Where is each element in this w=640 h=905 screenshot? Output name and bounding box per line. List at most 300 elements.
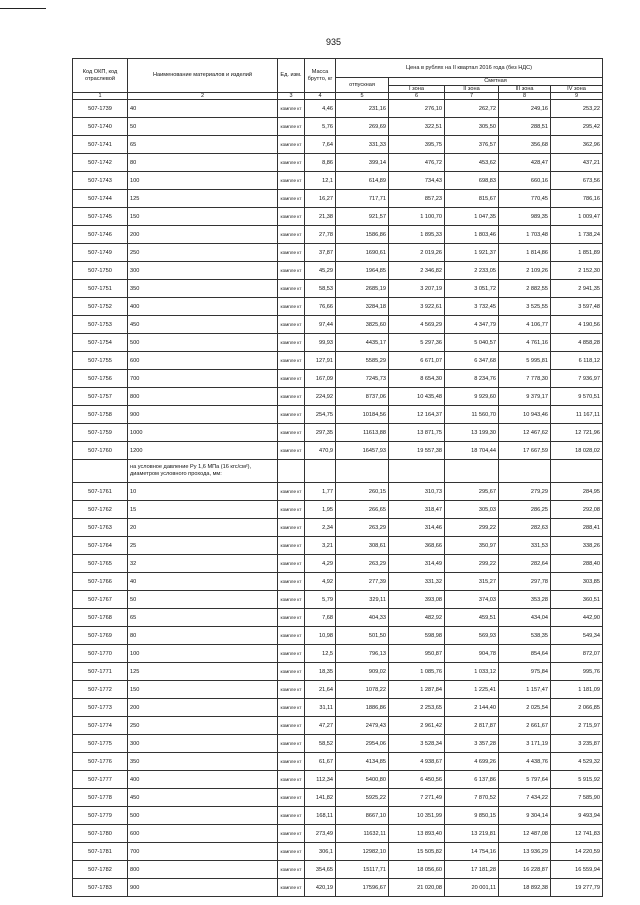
row-zone-3-price: 2 025,54: [499, 699, 551, 717]
row-unit: компле кт: [278, 555, 305, 573]
row-zone-2-price: 2 233,05: [445, 262, 499, 280]
header-unit: Ед. изм.: [278, 59, 305, 93]
row-zone-2-price: 815,67: [445, 190, 499, 208]
header-name: Наименование материалов и изделий: [128, 59, 278, 93]
row-mass: 21,38: [305, 208, 336, 226]
row-zone-3-price: 10 943,46: [499, 406, 551, 424]
row-zone-2-price: 453,62: [445, 154, 499, 172]
row-zone-1-price: 476,72: [389, 154, 445, 172]
row-zone-3-price: 331,53: [499, 537, 551, 555]
row-zone-4-price: 12 741,83: [551, 825, 603, 843]
table-row: [73, 226, 603, 244]
row-zone-1-price: 1 100,70: [389, 208, 445, 226]
row-code: 507-1764: [73, 537, 128, 555]
row-zone-3-price: 854,64: [499, 645, 551, 663]
table-row: [73, 807, 603, 825]
row-zone-1-price: 314,46: [389, 519, 445, 537]
row-zone-2-price: 299,22: [445, 555, 499, 573]
row-zone-4-price: 295,42: [551, 118, 603, 136]
table-row: [73, 501, 603, 519]
row-zone-1-price: 21 020,08: [389, 879, 445, 897]
row-zone-3-price: 1 814,86: [499, 244, 551, 262]
row-code: 507-1751: [73, 280, 128, 298]
col-number: 8: [499, 93, 551, 100]
row-mass: 3,21: [305, 537, 336, 555]
row-zone-1-price: 19 557,38: [389, 442, 445, 460]
row-zone-4-price: 284,95: [551, 483, 603, 501]
row-code: 507-1781: [73, 843, 128, 861]
row-release-price: 2479,43: [336, 717, 389, 735]
row-mass: 167,09: [305, 370, 336, 388]
row-zone-4-price: 786,16: [551, 190, 603, 208]
col-number: 1: [73, 93, 128, 100]
row-code: 507-1757: [73, 388, 128, 406]
row-zone-2-price: 376,57: [445, 136, 499, 154]
row-release-price: 7245,73: [336, 370, 389, 388]
row-zone-4-price: 288,41: [551, 519, 603, 537]
row-name: 100: [128, 645, 278, 663]
row-mass: 21,64: [305, 681, 336, 699]
row-name: 350: [128, 280, 278, 298]
row-zone-3-price: 989,35: [499, 208, 551, 226]
row-name: 10: [128, 483, 278, 501]
row-mass: 4,46: [305, 100, 336, 118]
row-release-price: 1964,85: [336, 262, 389, 280]
row-mass: 354,65: [305, 861, 336, 879]
row-release-price: 1690,61: [336, 244, 389, 262]
table-row: [73, 442, 603, 460]
row-release-price: 3284,18: [336, 298, 389, 316]
row-zone-4-price: 3 235,87: [551, 735, 603, 753]
table-row: [73, 316, 603, 334]
row-code: 507-1774: [73, 717, 128, 735]
row-zone-3-price: 5 995,81: [499, 352, 551, 370]
row-zone-1-price: 15 505,82: [389, 843, 445, 861]
row-mass: 12,1: [305, 172, 336, 190]
row-name: 50: [128, 591, 278, 609]
row-code: 507-1772: [73, 681, 128, 699]
row-unit: компле кт: [278, 406, 305, 424]
row-zone-3-price: 353,28: [499, 591, 551, 609]
row-name: 450: [128, 316, 278, 334]
row-name: 80: [128, 154, 278, 172]
table-row: [73, 388, 603, 406]
row-zone-3-price: 4 761,16: [499, 334, 551, 352]
row-release-price: 2954,06: [336, 735, 389, 753]
row-zone-2-price: 14 754,16: [445, 843, 499, 861]
table-row: [73, 334, 603, 352]
row-zone-2-price: 6 137,86: [445, 771, 499, 789]
row-mass: 37,87: [305, 244, 336, 262]
row-release-price: 614,89: [336, 172, 389, 190]
row-release-price: 231,16: [336, 100, 389, 118]
row-name: 700: [128, 370, 278, 388]
row-code: 507-1779: [73, 807, 128, 825]
row-unit: компле кт: [278, 136, 305, 154]
row-name: 500: [128, 334, 278, 352]
row-zone-3-price: 356,68: [499, 136, 551, 154]
row-unit: компле кт: [278, 280, 305, 298]
table-row: [73, 609, 603, 627]
row-zone-3-price: 5 797,64: [499, 771, 551, 789]
row-release-price: 501,50: [336, 627, 389, 645]
header-zone-4: IV зона: [551, 85, 603, 93]
row-zone-1-price: 1 287,84: [389, 681, 445, 699]
row-unit: компле кт: [278, 609, 305, 627]
table-row: [73, 172, 603, 190]
row-zone-4-price: 437,21: [551, 154, 603, 172]
row-zone-1-price: 598,98: [389, 627, 445, 645]
header-price-group: Цена в рублях на II квартал 2016 года (без НДС): [336, 59, 603, 78]
row-release-price: 1078,22: [336, 681, 389, 699]
row-zone-4-price: 18 028,02: [551, 442, 603, 460]
row-code: 507-1745: [73, 208, 128, 226]
row-zone-1-price: 18 056,60: [389, 861, 445, 879]
row-mass: 1,95: [305, 501, 336, 519]
table-row: [73, 645, 603, 663]
row-zone-3-price: 3 171,19: [499, 735, 551, 753]
row-zone-4-price: 14 220,59: [551, 843, 603, 861]
row-zone-4-price: 288,40: [551, 555, 603, 573]
row-name: 300: [128, 262, 278, 280]
row-zone-3-price: 297,78: [499, 573, 551, 591]
row-zone-2-price: 1 225,41: [445, 681, 499, 699]
row-mass: 58,53: [305, 280, 336, 298]
row-name: 150: [128, 208, 278, 226]
row-mass: 99,93: [305, 334, 336, 352]
row-zone-4-price: 4 858,28: [551, 334, 603, 352]
row-zone-3-price: 9 379,17: [499, 388, 551, 406]
row-name: 450: [128, 789, 278, 807]
row-unit: компле кт: [278, 789, 305, 807]
table-row: [73, 861, 603, 879]
row-mass: 8,86: [305, 154, 336, 172]
row-mass: 297,35: [305, 424, 336, 442]
row-zone-3-price: 2 109,26: [499, 262, 551, 280]
table-row: [73, 879, 603, 897]
row-release-price: 796,13: [336, 645, 389, 663]
row-code: 507-1763: [73, 519, 128, 537]
row-mass: 254,75: [305, 406, 336, 424]
table-row: [73, 100, 603, 118]
header-release-price: отпускная: [336, 78, 389, 93]
row-zone-3-price: 288,51: [499, 118, 551, 136]
row-unit: компле кт: [278, 172, 305, 190]
row-mass: 31,11: [305, 699, 336, 717]
row-zone-1-price: 8 654,30: [389, 370, 445, 388]
row-zone-2-price: 315,27: [445, 573, 499, 591]
row-name: 300: [128, 735, 278, 753]
row-zone-4-price: 2 941,35: [551, 280, 603, 298]
row-zone-1-price: 3 922,61: [389, 298, 445, 316]
row-zone-1-price: 2 019,26: [389, 244, 445, 262]
row-code: 507-1770: [73, 645, 128, 663]
header-zone-1: I зона: [389, 85, 445, 93]
row-name: 40: [128, 100, 278, 118]
row-code: 507-1758: [73, 406, 128, 424]
table-row: [73, 753, 603, 771]
row-name: 900: [128, 879, 278, 897]
row-unit: компле кт: [278, 388, 305, 406]
row-name: 900: [128, 406, 278, 424]
table-row: [73, 190, 603, 208]
row-zone-1-price: 2 961,42: [389, 717, 445, 735]
row-name: 80: [128, 627, 278, 645]
row-name: 40: [128, 573, 278, 591]
price-table: [72, 58, 603, 897]
header-code: Код ОКП, код отраслевой: [73, 59, 128, 93]
row-zone-1-price: 482,92: [389, 609, 445, 627]
table-row: [73, 663, 603, 681]
section-note: на условное давление Ру 1,6 МПа (16 кгс/см²), диаметром условного прохода, мм:: [128, 460, 278, 483]
row-zone-2-price: 6 347,68: [445, 352, 499, 370]
row-mass: 97,44: [305, 316, 336, 334]
header-zone-2: II зона: [445, 85, 499, 93]
row-code: 507-1750: [73, 262, 128, 280]
row-unit: компле кт: [278, 316, 305, 334]
row-zone-3-price: 17 667,59: [499, 442, 551, 460]
row-code: 507-1739: [73, 100, 128, 118]
table-row: [73, 735, 603, 753]
row-zone-1-price: 395,75: [389, 136, 445, 154]
table-row: [73, 843, 603, 861]
col-number: 3: [278, 93, 305, 100]
row-unit: компле кт: [278, 879, 305, 897]
row-zone-4-price: 12 721,96: [551, 424, 603, 442]
row-code: 507-1775: [73, 735, 128, 753]
row-name: 500: [128, 807, 278, 825]
row-name: 50: [128, 118, 278, 136]
row-code: 507-1752: [73, 298, 128, 316]
row-zone-2-price: 13 219,81: [445, 825, 499, 843]
row-name: 800: [128, 861, 278, 879]
row-zone-1-price: 393,08: [389, 591, 445, 609]
row-zone-1-price: 6 450,56: [389, 771, 445, 789]
row-zone-1-price: 3 528,34: [389, 735, 445, 753]
row-zone-1-price: 1 895,33: [389, 226, 445, 244]
row-code: 507-1783: [73, 879, 128, 897]
row-name: 25: [128, 537, 278, 555]
row-mass: 4,29: [305, 555, 336, 573]
row-release-price: 260,15: [336, 483, 389, 501]
row-zone-3-price: 7 434,22: [499, 789, 551, 807]
row-zone-2-price: 17 181,28: [445, 861, 499, 879]
row-zone-3-price: 4 438,76: [499, 753, 551, 771]
row-name: 200: [128, 699, 278, 717]
row-release-price: 12982,10: [336, 843, 389, 861]
row-unit: компле кт: [278, 226, 305, 244]
row-unit: компле кт: [278, 843, 305, 861]
row-zone-3-price: 538,35: [499, 627, 551, 645]
row-mass: 112,34: [305, 771, 336, 789]
row-mass: 61,67: [305, 753, 336, 771]
row-unit: компле кт: [278, 208, 305, 226]
col-number: 9: [551, 93, 603, 100]
row-mass: 4,92: [305, 573, 336, 591]
row-release-price: 399,14: [336, 154, 389, 172]
row-release-price: 15117,71: [336, 861, 389, 879]
row-unit: компле кт: [278, 352, 305, 370]
row-unit: компле кт: [278, 825, 305, 843]
row-name: 600: [128, 825, 278, 843]
row-zone-1-price: 5 297,36: [389, 334, 445, 352]
row-zone-2-price: 299,22: [445, 519, 499, 537]
row-release-price: 921,57: [336, 208, 389, 226]
row-zone-2-price: 8 234,76: [445, 370, 499, 388]
row-release-price: 16457,93: [336, 442, 389, 460]
row-zone-4-price: 16 559,94: [551, 861, 603, 879]
row-code: 507-1743: [73, 172, 128, 190]
row-name: 600: [128, 352, 278, 370]
row-release-price: 11613,88: [336, 424, 389, 442]
row-unit: компле кт: [278, 627, 305, 645]
row-zone-3-price: 12 487,08: [499, 825, 551, 843]
row-mass: 16,27: [305, 190, 336, 208]
row-release-price: 277,39: [336, 573, 389, 591]
row-zone-2-price: 305,50: [445, 118, 499, 136]
row-code: 507-1761: [73, 483, 128, 501]
table-row: [73, 406, 603, 424]
row-zone-3-price: 7 778,30: [499, 370, 551, 388]
table-row: [73, 537, 603, 555]
row-code: 507-1771: [73, 663, 128, 681]
row-name: 200: [128, 226, 278, 244]
table-row: [73, 591, 603, 609]
row-code: 507-1760: [73, 442, 128, 460]
row-release-price: 8737,06: [336, 388, 389, 406]
row-zone-1-price: 10 435,48: [389, 388, 445, 406]
row-zone-3-price: 249,16: [499, 100, 551, 118]
table-row: [73, 699, 603, 717]
row-zone-2-price: 5 040,57: [445, 334, 499, 352]
row-zone-4-price: 4 529,32: [551, 753, 603, 771]
row-name: 150: [128, 681, 278, 699]
table-row: [73, 825, 603, 843]
row-zone-3-price: 282,63: [499, 519, 551, 537]
row-zone-4-price: 2 066,85: [551, 699, 603, 717]
table-row: [73, 118, 603, 136]
row-name: 700: [128, 843, 278, 861]
row-mass: 141,82: [305, 789, 336, 807]
row-mass: 45,29: [305, 262, 336, 280]
row-zone-2-price: 904,78: [445, 645, 499, 663]
row-mass: 168,11: [305, 807, 336, 825]
row-release-price: 11632,11: [336, 825, 389, 843]
row-code: 507-1766: [73, 573, 128, 591]
row-zone-1-price: 4 938,67: [389, 753, 445, 771]
row-zone-4-price: 872,07: [551, 645, 603, 663]
row-unit: компле кт: [278, 591, 305, 609]
row-mass: 273,49: [305, 825, 336, 843]
row-unit: компле кт: [278, 771, 305, 789]
row-release-price: 10184,56: [336, 406, 389, 424]
row-zone-2-price: 18 704,44: [445, 442, 499, 460]
row-code: 507-1741: [73, 136, 128, 154]
table-row: [73, 573, 603, 591]
row-zone-2-price: 374,03: [445, 591, 499, 609]
col-number: 7: [445, 93, 499, 100]
table-row: [73, 352, 603, 370]
row-release-price: 909,02: [336, 663, 389, 681]
row-mass: 7,68: [305, 609, 336, 627]
row-unit: компле кт: [278, 424, 305, 442]
row-zone-2-price: 459,51: [445, 609, 499, 627]
row-release-price: 4435,17: [336, 334, 389, 352]
row-zone-2-price: 20 001,11: [445, 879, 499, 897]
row-mass: 5,79: [305, 591, 336, 609]
row-zone-2-price: 11 560,70: [445, 406, 499, 424]
row-release-price: 266,65: [336, 501, 389, 519]
row-zone-4-price: 4 190,56: [551, 316, 603, 334]
row-release-price: 269,69: [336, 118, 389, 136]
table-row: [73, 519, 603, 537]
row-zone-4-price: 19 277,79: [551, 879, 603, 897]
row-zone-2-price: 2 817,87: [445, 717, 499, 735]
col-number: 2: [128, 93, 278, 100]
row-zone-4-price: 2 152,30: [551, 262, 603, 280]
row-unit: компле кт: [278, 573, 305, 591]
row-zone-1-price: 2 253,65: [389, 699, 445, 717]
row-mass: 47,27: [305, 717, 336, 735]
row-zone-4-price: 9 493,94: [551, 807, 603, 825]
row-release-price: 5400,80: [336, 771, 389, 789]
row-zone-2-price: 1 803,46: [445, 226, 499, 244]
page-number: 935: [326, 37, 342, 47]
row-code: 507-1746: [73, 226, 128, 244]
row-zone-2-price: 569,93: [445, 627, 499, 645]
row-mass: 76,66: [305, 298, 336, 316]
row-zone-1-price: 13 871,75: [389, 424, 445, 442]
row-zone-4-price: 338,26: [551, 537, 603, 555]
row-zone-3-price: 13 936,29: [499, 843, 551, 861]
section-note-row: [73, 460, 603, 483]
row-zone-3-price: 282,64: [499, 555, 551, 573]
row-release-price: 4134,85: [336, 753, 389, 771]
row-unit: компле кт: [278, 244, 305, 262]
row-zone-1-price: 318,47: [389, 501, 445, 519]
table-row: [73, 280, 603, 298]
row-zone-2-price: 7 870,52: [445, 789, 499, 807]
row-name: 800: [128, 388, 278, 406]
row-zone-4-price: 2 715,97: [551, 717, 603, 735]
row-code: 507-1742: [73, 154, 128, 172]
row-unit: компле кт: [278, 699, 305, 717]
row-code: 507-1776: [73, 753, 128, 771]
row-code: 507-1767: [73, 591, 128, 609]
row-zone-4-price: 253,22: [551, 100, 603, 118]
row-unit: компле кт: [278, 861, 305, 879]
table-row: [73, 154, 603, 172]
row-release-price: 3825,60: [336, 316, 389, 334]
row-zone-4-price: 362,96: [551, 136, 603, 154]
col-number: 4: [305, 93, 336, 100]
row-code: 507-1769: [73, 627, 128, 645]
col-number: 5: [336, 93, 389, 100]
row-mass: 306,1: [305, 843, 336, 861]
row-name: 100: [128, 172, 278, 190]
row-name: 400: [128, 771, 278, 789]
row-release-price: 5925,22: [336, 789, 389, 807]
row-mass: 5,76: [305, 118, 336, 136]
row-unit: компле кт: [278, 807, 305, 825]
row-zone-3-price: 975,84: [499, 663, 551, 681]
table-row: [73, 717, 603, 735]
table-row: [73, 136, 603, 154]
row-zone-4-price: 442,90: [551, 609, 603, 627]
row-zone-1-price: 368,66: [389, 537, 445, 555]
table-row: [73, 789, 603, 807]
row-zone-2-price: 3 051,72: [445, 280, 499, 298]
